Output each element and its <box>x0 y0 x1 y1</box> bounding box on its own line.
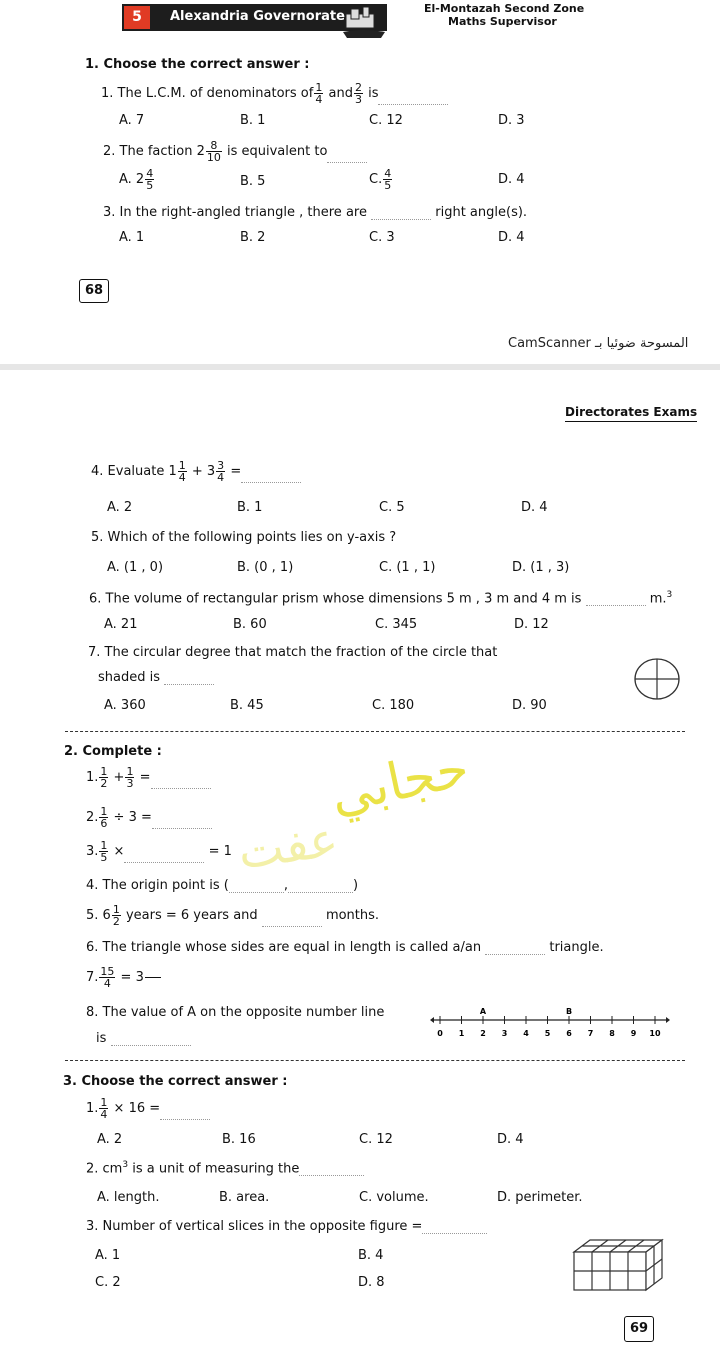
number-line-tick-label: 7 <box>587 1029 594 1038</box>
option[interactable]: B. 1 <box>237 500 263 515</box>
item-num: 7. <box>86 970 99 985</box>
number-line-tick-label: 4 <box>523 1029 529 1038</box>
section-divider <box>65 731 685 732</box>
option[interactable]: B. 2 <box>240 230 266 245</box>
q-text: is <box>96 1031 107 1046</box>
section3-title: 3. Choose the correct answer : <box>63 1074 288 1089</box>
page-number: 68 <box>79 279 109 303</box>
op: = 3 <box>120 970 144 985</box>
question-7-line2 <box>98 670 214 685</box>
number-line-arrow <box>430 1017 434 1023</box>
complete-5 <box>86 904 379 927</box>
answer-blank[interactable] <box>152 828 212 829</box>
fraction: $\frac{1}{6}$ <box>100 805 108 830</box>
comma: , <box>283 878 289 893</box>
supervisor-title: Maths Supervisor <box>448 15 557 28</box>
q-tail: is <box>368 86 379 101</box>
q-text: shaded is <box>98 670 160 685</box>
q-text: 3. Number of vertical slices in the opposite figure = <box>86 1219 423 1234</box>
q-mid: + 3 <box>191 464 216 479</box>
question-7-line1: 7. The circular degree that match the fraction of the circle that <box>88 645 498 660</box>
fraction: $\frac{8}{10}$ <box>206 139 221 164</box>
number-line-tick-label: 9 <box>630 1029 637 1038</box>
option[interactable]: A. length. <box>97 1190 160 1205</box>
option[interactable]: A. 2 <box>97 1132 123 1147</box>
q-lead: 4. Evaluate 1 <box>91 464 177 479</box>
answer-fraction[interactable]: $\frac{00}{00}$ <box>145 965 160 990</box>
s3-question-2 <box>86 1160 364 1176</box>
option[interactable]: D. 90 <box>512 698 547 713</box>
item-num: 2. <box>86 810 99 825</box>
option[interactable]: A. 360 <box>104 698 146 713</box>
question-6 <box>89 590 672 606</box>
option[interactable]: D. 4 <box>498 172 525 187</box>
q-text: × 16 = <box>113 1101 161 1116</box>
number-line-mark-b: B <box>565 1007 573 1016</box>
page-number: 69 <box>624 1316 654 1342</box>
fraction: $\frac{1}{2}$ <box>112 903 120 928</box>
answer-blank[interactable] <box>378 104 448 105</box>
complete-6 <box>86 940 604 955</box>
option[interactable]: C. 12 <box>369 113 403 128</box>
header-number-box: 5 <box>124 6 150 29</box>
answer-blank[interactable] <box>164 684 214 685</box>
fraction: $\frac{1}{4}$ <box>178 459 186 484</box>
answer-blank[interactable] <box>371 219 431 220</box>
number-line-tick-label: 6 <box>566 1029 572 1038</box>
option[interactable]: B. 16 <box>222 1132 256 1147</box>
fraction: $\frac{1}{4}$ <box>315 81 323 106</box>
option[interactable]: A. (1 , 0) <box>107 560 164 575</box>
option[interactable]: B. (0 , 1) <box>237 560 294 575</box>
item-num: 5. 6 <box>86 908 111 923</box>
answer-blank[interactable] <box>160 1119 210 1120</box>
complete-8-line1: 8. The value of A on the opposite number line <box>86 1005 385 1020</box>
answer-blank[interactable] <box>151 788 211 789</box>
q-text: 6. The triangle whose sides are equal in length is called a/an <box>86 940 482 955</box>
q-lead: 1. The L.C.M. of denominators of <box>101 86 314 101</box>
watermark-line2: عفت <box>234 811 342 881</box>
fraction: $\frac{3}{4}$ <box>217 459 225 484</box>
unit-sup: 3 <box>666 590 673 600</box>
op: × <box>113 844 125 859</box>
option[interactable]: C. 2 <box>95 1275 121 1290</box>
number-line-tick-label: 10 <box>649 1029 661 1038</box>
answer-blank[interactable] <box>262 926 322 927</box>
fraction: $\frac{2}{3}$ <box>354 81 362 106</box>
option[interactable]: D. perimeter. <box>497 1190 583 1205</box>
answer-blank[interactable] <box>485 954 545 955</box>
number-line-tick-label: 2 <box>480 1029 486 1038</box>
complete-8-line2 <box>96 1031 191 1046</box>
governorate-logo-icon <box>343 4 385 40</box>
option[interactable]: C. volume. <box>359 1190 429 1205</box>
complete-3 <box>86 840 232 863</box>
circle-figure <box>633 657 681 701</box>
answer-blank[interactable] <box>422 1233 487 1234</box>
op: ÷ 3 = <box>113 810 152 825</box>
number-line-tick-label: 5 <box>544 1029 551 1038</box>
op: = 1 <box>208 844 232 859</box>
question-4 <box>91 460 301 483</box>
q-tail: months. <box>325 908 380 923</box>
answer-blank[interactable] <box>586 605 646 606</box>
item-num: 1. <box>86 770 99 785</box>
complete-7 <box>86 966 162 989</box>
watermark-line1: حجابي <box>325 738 475 826</box>
section1-title: 1. Choose the correct answer : <box>85 57 310 72</box>
fraction: $\frac{1}{5}$ <box>100 839 108 864</box>
answer-blank[interactable] <box>327 162 367 163</box>
answer-blank[interactable] <box>241 482 301 483</box>
option[interactable]: C. 5 <box>379 500 405 515</box>
option[interactable]: D. 8 <box>358 1275 385 1290</box>
complete-1 <box>86 766 211 789</box>
q-eq: = <box>230 464 242 479</box>
zone-title: El-Montazah Second Zone <box>424 2 585 15</box>
s1-question-3 <box>103 205 527 220</box>
number-line-tick-label: 1 <box>458 1029 465 1038</box>
option[interactable]: A. 1 <box>119 230 145 245</box>
number-line-tick-label: 8 <box>609 1029 615 1038</box>
fraction: $\frac{1}{2}$ <box>100 765 108 790</box>
option[interactable]: C. (1 , 1) <box>379 560 436 575</box>
option[interactable]: A. 1 <box>95 1248 121 1263</box>
option[interactable]: B. area. <box>219 1190 270 1205</box>
q-and: and <box>328 86 353 101</box>
answer-blank[interactable] <box>229 892 284 893</box>
option[interactable]: A. 2 $\frac{4}{5}$ <box>119 167 154 192</box>
s3-question-1 <box>86 1097 210 1120</box>
option[interactable]: C. 3 <box>369 230 395 245</box>
op: = <box>139 770 151 785</box>
q-text: 4. The origin point is ( <box>86 878 229 893</box>
unit: m. <box>649 591 667 607</box>
paren: ) <box>353 878 359 893</box>
question-5: 5. Which of the following points lies on y-axis ? <box>91 530 397 545</box>
q-tail: right angle(s). <box>435 205 528 220</box>
number-line-tick-label: 0 <box>437 1029 443 1038</box>
section-divider <box>65 1060 685 1061</box>
q-text: 6. The volume of rectangular prism whose dimensions 5 m , 3 m and 4 m is <box>89 591 582 607</box>
fraction: $\frac{1}{3}$ <box>126 765 134 790</box>
option[interactable]: C. 12 <box>359 1132 393 1147</box>
option[interactable]: D. 4 <box>497 1132 524 1147</box>
q-tail: is equivalent to <box>226 144 328 159</box>
unit-sup: 3 <box>122 1160 129 1170</box>
directorates-title: Directorates Exams <box>565 405 697 422</box>
cube-figure <box>572 1238 664 1292</box>
number-line-mark-a: A <box>479 1007 487 1016</box>
fraction: $\frac{15}{4}$ <box>100 965 115 990</box>
q-lead: 3. In the right-angled triangle , there are <box>103 205 367 220</box>
option[interactable]: C. $\frac{4}{5}$ <box>369 167 392 192</box>
number-line-tick-label: 3 <box>501 1029 508 1038</box>
option[interactable]: D. 4 <box>498 230 525 245</box>
q-tail: triangle. <box>549 940 604 955</box>
option[interactable]: B. 60 <box>233 617 267 632</box>
item-num: 2. cm <box>86 1161 123 1177</box>
camscanner-label: CamScanner المسوحة ضوئيا بـ <box>508 336 689 351</box>
option[interactable]: B. 45 <box>230 698 264 713</box>
s1-question-2 <box>103 140 367 163</box>
op: + <box>113 770 125 785</box>
number-line <box>430 1006 670 1046</box>
complete-4 <box>86 878 358 893</box>
option[interactable]: A. 7 <box>119 113 145 128</box>
item-num: 3. <box>86 844 99 859</box>
number-line-arrow <box>666 1017 670 1023</box>
option[interactable]: D. 3 <box>498 113 525 128</box>
fraction: $\frac{1}{4}$ <box>100 1096 108 1121</box>
item-num: 1. <box>86 1101 99 1116</box>
option[interactable]: B. 1 <box>240 113 266 128</box>
section2-title: 2. Complete : <box>64 744 162 759</box>
option[interactable]: A. 21 <box>104 617 138 632</box>
page-break <box>0 364 720 370</box>
answer-blank[interactable] <box>124 862 204 863</box>
option[interactable]: B. 4 <box>358 1248 384 1263</box>
option[interactable]: B. 5 <box>240 174 266 189</box>
governorate-title: Alexandria Governorate <box>170 9 345 24</box>
answer-blank[interactable] <box>299 1175 364 1176</box>
option[interactable]: C. 180 <box>372 698 415 713</box>
option[interactable]: A. 2 <box>107 500 133 515</box>
q-lead: 2. The faction 2 <box>103 144 205 159</box>
s1-question-1 <box>101 82 448 105</box>
complete-2 <box>86 806 212 829</box>
q-text: is a unit of measuring the <box>132 1161 300 1177</box>
s3-question-3 <box>86 1219 487 1234</box>
q-text: years = 6 years and <box>125 908 258 923</box>
option[interactable]: D. 12 <box>514 617 549 632</box>
option[interactable]: C. 345 <box>375 617 418 632</box>
option[interactable]: D. (1 , 3) <box>512 560 570 575</box>
option[interactable]: D. 4 <box>521 500 548 515</box>
answer-blank[interactable] <box>288 892 353 893</box>
answer-blank[interactable] <box>111 1045 191 1046</box>
